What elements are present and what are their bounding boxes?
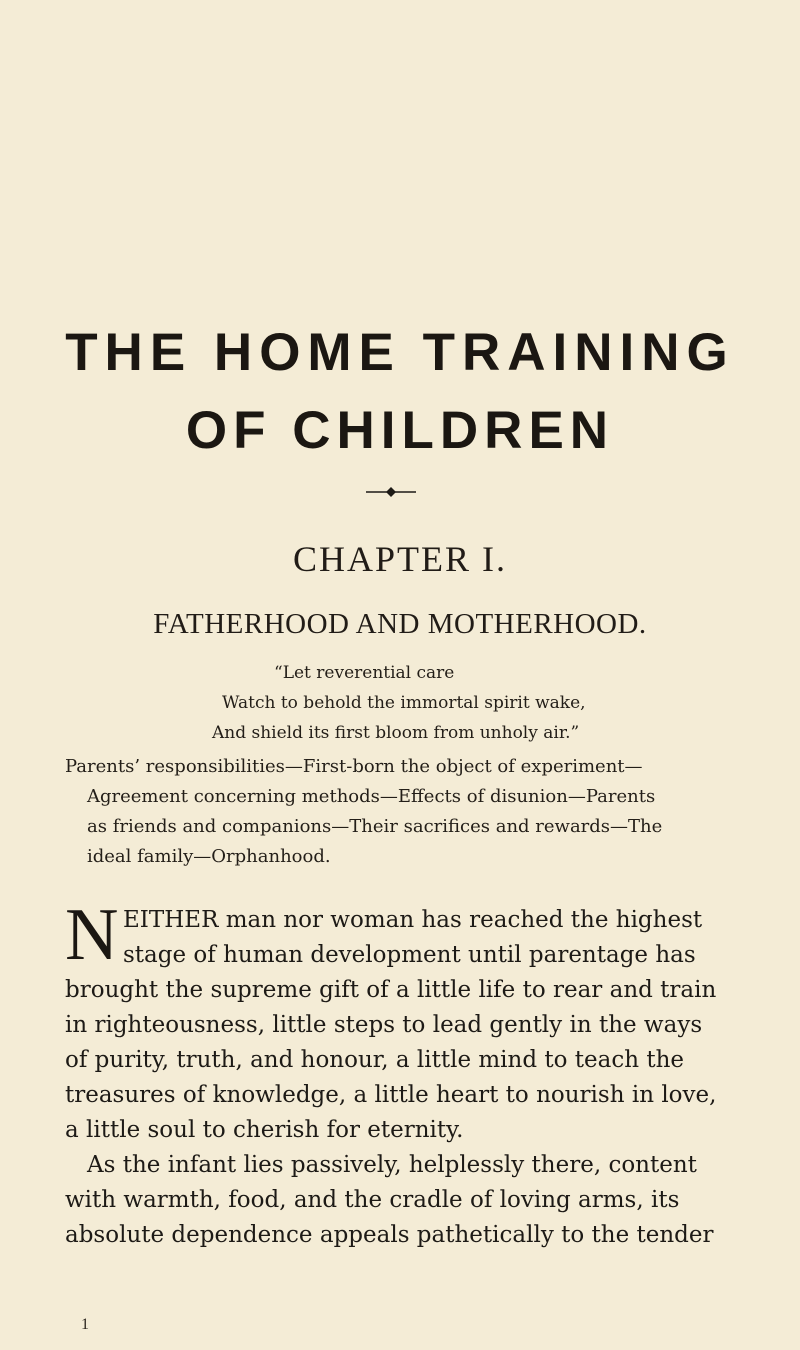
summary-line: ideal family—Orphanhood. — [87, 846, 331, 867]
body-line: of purity, truth, and honour, a little mind to teach the — [65, 1047, 685, 1073]
body-line: brought the supreme gift of a little life to rear and train — [65, 977, 717, 1003]
book-title-line-1: THE HOME TRAINING — [65, 323, 735, 382]
summary-line: Parents’ responsibilities—First-born the object of experiment— — [65, 756, 643, 777]
body-line: absolute dependence appeals pathetically to the tender — [65, 1222, 714, 1248]
body-line: with warmth, food, and the cradle of loving arms, its — [65, 1187, 680, 1213]
book-title-line-2: OF CHILDREN — [185, 401, 615, 460]
chapter-summary — [65, 752, 755, 872]
body-line: treasures of knowledge, a little heart to nourish in love, — [65, 1082, 717, 1108]
chapter-heading: CHAPTER I. — [292, 539, 507, 579]
chapter-subtitle: FATHERHOOD AND MOTHERHOOD. — [153, 608, 647, 640]
epigraph-line: And shield its first bloom from unholy air.” — [212, 723, 580, 743]
body-line: As the infant lies passively, helplessly there, content — [87, 1152, 697, 1178]
summary-line: as friends and companions—Their sacrifices and rewards—The — [87, 816, 663, 837]
body-line: stage of human development until parentage has — [123, 942, 696, 968]
epigraph — [212, 658, 586, 748]
body-line: EITHER man nor woman has reached the highest — [123, 907, 703, 933]
ornament-rule-icon — [366, 486, 416, 498]
body-text — [65, 894, 755, 1253]
summary-line: Agreement concerning methods—Effects of disunion—Parents — [87, 786, 656, 807]
body-line: in righteousness, little steps to lead gently in the ways — [65, 1012, 703, 1038]
epigraph-line: “Let reverential care — [274, 663, 455, 683]
body-line: a little soul to cherish for eternity. — [65, 1117, 464, 1143]
epigraph-line: Watch to behold the immortal spirit wake, — [222, 693, 586, 713]
drop-cap: N — [65, 894, 119, 976]
page-number: 1 — [81, 1316, 89, 1333]
